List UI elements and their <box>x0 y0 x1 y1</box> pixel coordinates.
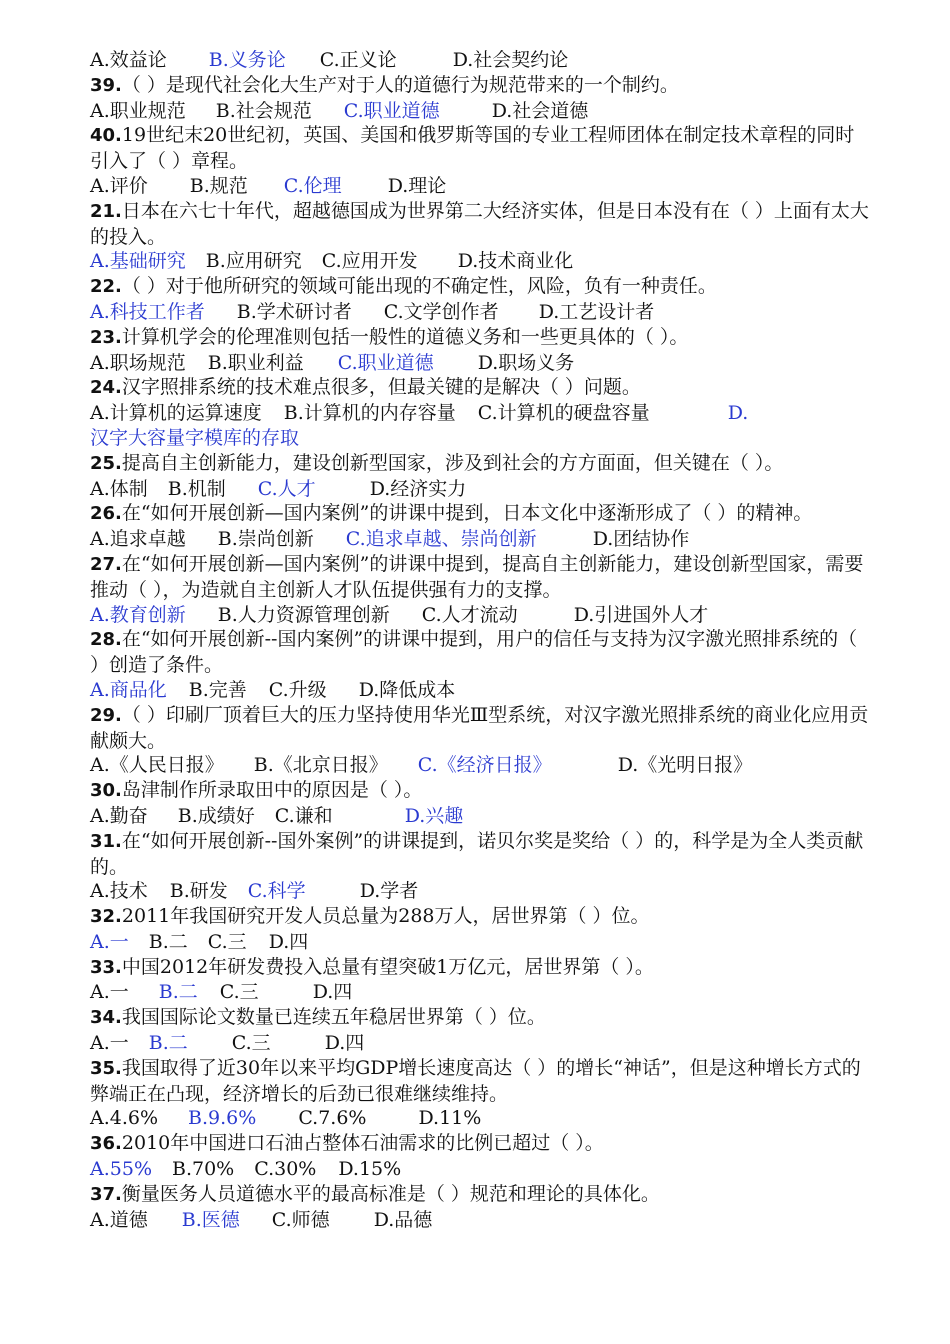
option: D.社会道德 <box>491 99 589 122</box>
answer-option: B.义务论 <box>208 49 286 71</box>
question-number: 39. <box>90 74 122 96</box>
options-row <box>90 300 870 325</box>
question-list <box>90 48 870 1232</box>
option: B.崇尚创新 <box>217 528 314 551</box>
option: A.勤奋 <box>90 804 148 827</box>
option: C.正义论 <box>319 49 397 71</box>
option: B.完善 <box>188 678 247 701</box>
options-row <box>90 678 870 703</box>
question-stem <box>90 703 870 754</box>
question-stem <box>90 451 870 477</box>
question-number: 23. <box>90 326 122 348</box>
question-number: 37. <box>90 1183 122 1205</box>
question-stem <box>90 123 870 174</box>
answer-option: A.教育创新 <box>90 603 186 626</box>
question-number: 34. <box>90 1007 122 1029</box>
answer-option: C.职业道德 <box>337 351 434 374</box>
question-text: （ ）印刷厂顶着巨大的压力坚持使用华光Ⅲ型系统，对汉字激光照排系统的商业化应用贡献颇大。 <box>90 703 869 752</box>
option: A.技术 <box>90 880 148 903</box>
answer-option: A.55% <box>90 1158 152 1181</box>
options-row <box>90 753 870 778</box>
option: A.《人民日报》 <box>90 754 224 777</box>
question-stem <box>90 1005 870 1031</box>
options-row <box>90 48 870 73</box>
question-number: 31. <box>90 830 122 852</box>
question-number: 27. <box>90 553 122 575</box>
option: C.三 <box>207 930 247 953</box>
answer-option: D.兴趣 <box>404 804 464 827</box>
question-text: 2011年我国研究开发人员总量为288万人，居世界第（ ）位。 <box>121 905 650 928</box>
option: B.应用研究 <box>205 250 302 273</box>
options-row <box>90 99 870 124</box>
options-row <box>90 477 870 502</box>
option: A.效益论 <box>90 49 167 71</box>
option: A.一 <box>90 1032 129 1055</box>
question-number: 28. <box>90 629 122 651</box>
option: D.四 <box>268 930 309 953</box>
option: A.一 <box>90 981 129 1004</box>
question-number: 25. <box>90 452 122 474</box>
option: A.追求卓越 <box>90 528 186 551</box>
question-text: 中国2012年研发费投入总量有望突破1万亿元，居世界第（ ）。 <box>121 955 654 978</box>
answer-option: A.商品化 <box>90 678 167 701</box>
answer-option: C.追求卓越、崇尚创新 <box>345 528 537 551</box>
options-row <box>90 1208 870 1233</box>
question-stem <box>90 904 870 930</box>
answer-option: C.职业道德 <box>343 99 440 122</box>
option: C.文学创作者 <box>383 300 499 323</box>
option: C.升级 <box>268 678 327 701</box>
option: D.引进国外人才 <box>573 603 709 626</box>
question-stem <box>90 501 870 527</box>
options-row <box>90 879 870 904</box>
option: B.成绩好 <box>177 804 255 827</box>
option: B.职业利益 <box>207 351 304 374</box>
options-row <box>90 1031 870 1056</box>
option: B.人力资源管理创新 <box>217 603 390 626</box>
question-text: 在“如何开展创新—国内案例”的讲课中提到，提高自主创新能力，建设创新型国家，需要推动（ ），为造就自主创新人才队伍提供强有力的支撑。 <box>90 552 864 601</box>
question-number: 33. <box>90 956 122 978</box>
option: B.二 <box>148 930 188 953</box>
option: C.人才流动 <box>421 603 518 626</box>
question-number: 30. <box>90 780 122 802</box>
question-number: 29. <box>90 704 122 726</box>
options-row <box>90 174 870 199</box>
answer-option: B.9.6% <box>188 1107 257 1130</box>
question-stem <box>90 375 870 401</box>
option: B.学术研讨者 <box>236 300 352 323</box>
question-number: 35. <box>90 1057 122 1079</box>
option: D.11% <box>418 1107 482 1130</box>
question-stem <box>90 73 870 99</box>
answer-option: B.二 <box>148 1032 188 1055</box>
option: D.品德 <box>373 1208 433 1231</box>
option: B.规范 <box>189 174 248 197</box>
option: A.职场规范 <box>90 351 186 374</box>
option: B.《北京日报》 <box>253 754 388 777</box>
question-text: 汉字照排系统的技术难点很多，但最关键的是解决（ ）问题。 <box>121 376 641 399</box>
answer-option: C.伦理 <box>283 174 342 197</box>
option: C.应用开发 <box>321 250 418 273</box>
question-stem <box>90 274 870 300</box>
option: B.研发 <box>169 880 228 903</box>
question-text: 衡量医务人员道德水平的最高标准是（ ）规范和理论的具体化。 <box>121 1182 660 1205</box>
options-row <box>90 804 870 829</box>
option: D.工艺设计者 <box>538 300 655 323</box>
option: B.社会规范 <box>215 99 312 122</box>
answer-option: C.《经济日报》 <box>417 754 552 777</box>
question-text: （ ）对于他所研究的领域可能出现的不确定性，风险，负有一种责任。 <box>121 275 717 298</box>
question-stem <box>90 552 870 603</box>
question-stem <box>90 955 870 981</box>
question-text: 在“如何开展创新--国内案例”的讲课中提到，用户的信任与支持为汉字激光照排系统的（ ）创造了条件。 <box>90 628 858 677</box>
question-text: 岛津制作所录取田中的原因是（ ）。 <box>121 779 423 802</box>
option: C.7.6% <box>298 1107 367 1130</box>
option: D.学者 <box>359 880 419 903</box>
options-row <box>90 1106 870 1131</box>
option: A.4.6% <box>90 1107 159 1130</box>
option: A.职业规范 <box>90 99 186 122</box>
options-row <box>90 401 870 426</box>
question-stem <box>90 829 870 880</box>
option: B.机制 <box>167 477 226 500</box>
option: A.评价 <box>90 174 148 197</box>
question-number: 36. <box>90 1133 122 1155</box>
option: D.理论 <box>387 174 447 197</box>
option: A.计算机的运算速度 <box>90 402 262 425</box>
answer-option: A.一 <box>90 930 129 953</box>
question-stem <box>90 1131 870 1157</box>
question-stem <box>90 325 870 351</box>
question-text: 我国取得了近30年以来平均GDP增长速度高达（ ）的增长“神话”，但是这种增长方式的弊端正在凸现，经济增长的后劲已很难继续维持。 <box>90 1056 861 1105</box>
answer-option: C.人才 <box>257 477 316 500</box>
option: A.体制 <box>90 477 148 500</box>
question-text: 计算机学会的伦理准则包括一般性的道德义务和一些更具体的（ ）。 <box>121 325 689 348</box>
option: D.技术商业化 <box>457 250 574 273</box>
option: A.道德 <box>90 1208 148 1231</box>
question-stem <box>90 199 870 250</box>
answer-option: D. <box>727 402 749 425</box>
option: B.70% <box>172 1158 235 1181</box>
option: C.三 <box>231 1032 271 1055</box>
answer-option: A.科技工作者 <box>90 300 205 323</box>
question-number: 24. <box>90 377 122 399</box>
question-text: 在“如何开展创新—国内案例”的讲课中提到，日本文化中逐渐形成了（ ）的精神。 <box>121 502 813 525</box>
question-text: 提高自主创新能力，建设创新型国家，涉及到社会的方方面面，但关键在（ ）。 <box>121 451 784 474</box>
option: C.计算机的硬盘容量 <box>477 402 650 425</box>
option: D.职场义务 <box>477 351 575 374</box>
question-number: 22. <box>90 276 122 298</box>
option: C.谦和 <box>274 804 333 827</box>
question-number: 32. <box>90 906 122 928</box>
options-row <box>90 351 870 376</box>
question-stem <box>90 1056 870 1107</box>
option: B.计算机的内存容量 <box>283 402 456 425</box>
question-stem <box>90 1182 870 1208</box>
question-text: 2010年中国进口石油占整体石油需求的比例已超过（ ）。 <box>121 1132 604 1155</box>
options-row <box>90 603 870 628</box>
answer-option: B.二 <box>158 981 198 1004</box>
option: D.降低成本 <box>358 678 456 701</box>
question-number: 21. <box>90 200 122 222</box>
question-number: 40. <box>90 125 122 147</box>
answer-option-continued: 汉字大容量字模库的存取 <box>90 426 300 449</box>
option: D.15% <box>338 1158 402 1181</box>
options-row-continued <box>90 426 870 451</box>
option: C.师德 <box>271 1208 330 1231</box>
question-stem <box>90 627 870 678</box>
options-row <box>90 1157 870 1182</box>
answer-option: B.医德 <box>181 1208 240 1231</box>
options-row <box>90 527 870 552</box>
question-text: 我国国际论文数量已连续五年稳居世界第（ ）位。 <box>121 1006 546 1029</box>
options-row <box>90 980 870 1005</box>
question-number: 26. <box>90 503 122 525</box>
question-text: 在“如何开展创新--国外案例”的讲课提到，诺贝尔奖是奖给（ ）的，科学是为全人类贡献的。 <box>90 829 864 878</box>
question-text: 19世纪末20世纪初，英国、美国和俄罗斯等国的专业工程师团体在制定技术章程的同时引入了（ ）章程。 <box>90 124 855 173</box>
answer-option: A.基础研究 <box>90 250 186 273</box>
option: D.四 <box>312 981 353 1004</box>
question-text: （ ）是现代社会化大生产对于人的道德行为规范带来的一个制约。 <box>121 73 679 96</box>
option: D.四 <box>324 1032 365 1055</box>
question-text: 日本在六七十年代，超越德国成为世界第二大经济实体，但是日本没有在（ ）上面有太大的投入。 <box>90 199 869 248</box>
option: D.社会契约论 <box>452 49 569 71</box>
options-row <box>90 930 870 955</box>
option: C.30% <box>254 1158 317 1181</box>
question-stem <box>90 778 870 804</box>
answer-option: C.科学 <box>247 880 306 903</box>
option: D.经济实力 <box>369 477 467 500</box>
option: D.《光明日报》 <box>617 754 753 777</box>
options-row <box>90 249 870 274</box>
option: C.三 <box>219 981 259 1004</box>
option: D.团结协作 <box>592 528 690 551</box>
